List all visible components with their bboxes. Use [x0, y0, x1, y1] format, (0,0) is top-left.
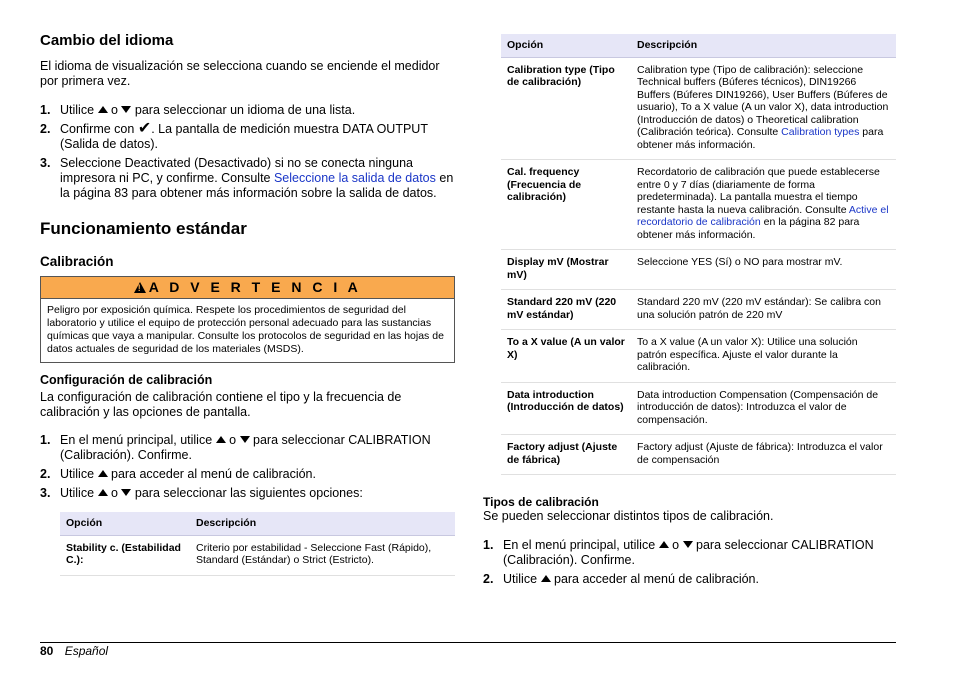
footer-language: Español	[64, 644, 109, 658]
language-heading: Cambio del idioma	[40, 32, 174, 49]
calibration-reminder-link[interactable]: Active el recordatorio de calibración	[637, 203, 889, 228]
warning-header: !A D V E R T E N C I A	[41, 277, 454, 299]
calibration-types-heading: Tipos de calibración	[483, 495, 599, 509]
arrow-down-icon	[683, 541, 693, 548]
arrow-down-icon	[240, 436, 250, 443]
table-row: Standard 220 mV (220 mV estándar) Standard 220 mV (220 mV estándar): Se calibra con una solución patrón de 220 mV	[501, 290, 896, 330]
table-header-option: Opción	[501, 34, 631, 57]
arrow-up-icon	[98, 106, 108, 113]
calibration-options-table	[501, 34, 896, 475]
step-item: 1. Utilice o para seleccionar un idioma de una lista.	[40, 103, 356, 117]
table-header-option: Opción	[60, 512, 190, 535]
calibration-heading: Calibración	[40, 254, 114, 269]
checkmark-icon: ✔	[137, 120, 152, 137]
table-row: Cal. frequency (Frecuencia de calibración) Recordatorio de calibración que puede establecerse entre 0 y 7 días (diariamente de forma predeterminada). La pantalla muestra el tiempo restante hasta la nueva calibración. Consulte Active el recordatorio de calibración en la página 82 para obtener más información.	[501, 160, 896, 250]
language-steps	[40, 103, 455, 201]
table-row: To a X value (A un valor X) To a X value (A un valor X): Utilice una solución patrón específica. Ajuste el valor durante la calibración.	[501, 330, 896, 383]
table-row: Factory adjust (Ajuste de fábrica) Factory adjust (Ajuste de fábrica): Introduzca el valor de compensación	[501, 435, 896, 475]
calibration-config-heading: Configuración de calibración	[40, 373, 213, 387]
table-row: Stability c. (Estabilidad C.): Criterio por estabilidad - Seleccione Fast (Rápido), Standard (Estándar) o Strict (Estricto).	[60, 535, 455, 575]
table-row: Display mV (Mostrar mV) Seleccione YES (Sí) o NO para mostrar mV.	[501, 250, 896, 290]
table-header-description: Descripción	[190, 512, 455, 535]
calibration-types-intro: Se pueden seleccionar distintos tipos de calibración.	[483, 509, 774, 523]
page-number: 80	[40, 644, 54, 658]
step-item: 3. Seleccione Deactivated (Desactivado) si no se conecta ninguna impresora ni PC, y confirme. Consulte Seleccione la salida de datos en la página 83 para obtener más información sobre la salida de datos.	[40, 156, 454, 200]
calibration-types-link[interactable]: Calibration types	[781, 126, 860, 138]
step-item: 2. Utilice para acceder al menú de calibración.	[40, 467, 316, 481]
calibration-config-steps	[40, 433, 455, 501]
step-item: 1. En el menú principal, utilice o para seleccionar CALIBRATION (Calibración). Confirme.	[483, 538, 874, 567]
calibration-config-intro: La configuración de calibración contiene el tipo y la frecuencia de calibración y las opciones de pantalla.	[40, 390, 402, 419]
warning-icon	[134, 282, 146, 293]
arrow-up-icon	[659, 541, 669, 548]
table-header-description: Descripción	[631, 34, 896, 57]
left-column	[40, 32, 455, 576]
arrow-up-icon	[541, 575, 551, 582]
step-item: 2. Utilice para acceder al menú de calibración.	[483, 572, 759, 586]
table-row: Data introduction (Introducción de datos) Data introduction Compensation (Compensación de introducción de datos): Introduzca el valor de compensación.	[501, 382, 896, 435]
table-row: Calibration type (Tipo de calibración) Calibration type (Tipo de calibración): seleccione Technical buffers (Búferes técnicos), DIN19266 Buffers (Búferes DIN19266), User Buffers (Búferes de usuario), To a X value (A un valor X), data introduction (Introducción de datos) o Theoretical calibration (Calibración teórica). Consulte Calibration types para obtener más información.	[501, 57, 896, 160]
stability-options-table	[60, 512, 455, 576]
data-output-link[interactable]: Seleccione la salida de datos	[273, 171, 436, 185]
arrow-down-icon	[121, 489, 131, 496]
standard-operation-heading: Funcionamiento estándar	[40, 219, 247, 238]
page-footer	[40, 644, 108, 658]
step-item: 1. En el menú principal, utilice o para seleccionar CALIBRATION (Calibración). Confirme.	[40, 433, 431, 462]
arrow-up-icon	[98, 489, 108, 496]
right-column	[483, 34, 896, 591]
footer-divider	[40, 642, 896, 643]
arrow-up-icon	[216, 436, 226, 443]
calibration-types-steps	[483, 538, 896, 587]
step-item: 3. Utilice o para seleccionar las siguientes opciones:	[40, 486, 363, 500]
warning-box	[40, 276, 455, 363]
arrow-down-icon	[121, 106, 131, 113]
warning-text: Peligro por exposición química. Respete los procedimientos de seguridad del laboratorio y utilice el equipo de protección personal adecuado para las sustancias químicas que vaya a manipular. Consulte los protocolos de seguridad en las hojas de datos actuales de seguridad de los materiales (MSDS).	[47, 304, 444, 355]
arrow-up-icon	[98, 470, 108, 477]
language-intro: El idioma de visualización se selecciona cuando se enciende el medidor por primera vez.	[40, 59, 440, 88]
step-item: 2. Confirme con ✔. La pantalla de medición muestra DATA OUTPUT (Salida de datos).	[40, 120, 428, 151]
